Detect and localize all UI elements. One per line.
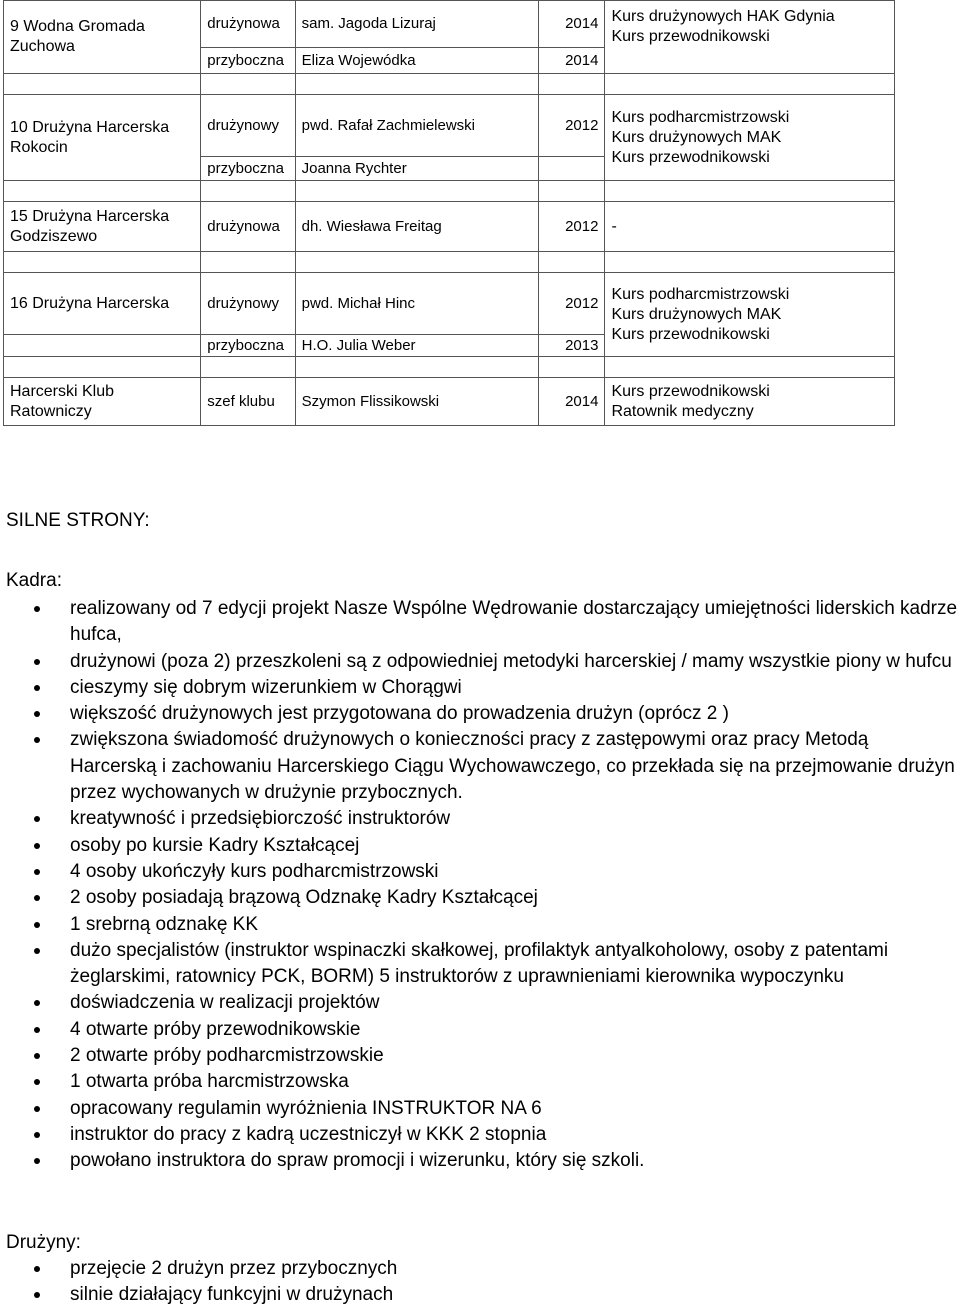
year: 2014 bbox=[565, 51, 599, 69]
list-item: 2 osoby posiadają brązową Odznakę Kadry Kształcącej bbox=[34, 885, 960, 911]
role-cell bbox=[201, 157, 295, 181]
role-cell bbox=[201, 1, 295, 48]
list-item: 4 osoby ukończyły kurs podharcmistrzowski bbox=[34, 859, 960, 885]
unit-name-cell bbox=[4, 378, 201, 426]
year: 2012 bbox=[565, 294, 599, 312]
role: przyboczna bbox=[207, 159, 284, 177]
unit-name-cell bbox=[4, 335, 201, 357]
list-item: 1 otwarta próba harcmistrzowska bbox=[34, 1069, 960, 1095]
year-cell bbox=[539, 273, 605, 335]
list-item: powołano instruktora do spraw promocji i wizerunku, który się szkoli. bbox=[34, 1148, 960, 1174]
table-row bbox=[4, 273, 895, 335]
druzyny-list bbox=[34, 1256, 960, 1309]
role: drużynowy bbox=[207, 116, 279, 134]
course: Kurs drużynowych HAK Gdynia bbox=[611, 8, 835, 25]
unit-name-cell bbox=[4, 1, 201, 74]
year-cell bbox=[539, 48, 605, 74]
year-cell bbox=[539, 335, 605, 357]
list-item: dużo specjalistów (instruktor wspinaczki skałkowej, profilaktyk antyalkoholowy, osoby z patentami żeglarskimi, ratownicy PCK, BORM) 5 instruktorów z uprawnieniami kierownika wypoczynku bbox=[34, 938, 960, 991]
role-cell bbox=[201, 95, 295, 157]
course: Kurs drużynowych MAK bbox=[611, 305, 782, 323]
course: Ratownik medyczny bbox=[611, 402, 754, 420]
role: przyboczna bbox=[207, 336, 284, 354]
kadra-label: Kadra: bbox=[6, 570, 62, 591]
leader-name: dh. Wiesława Freitag bbox=[301, 217, 442, 235]
course: Kurs przewodnikowski bbox=[611, 148, 770, 166]
list-item: osoby po kursie Kadry Kształcącej bbox=[34, 833, 960, 859]
role: drużynowa bbox=[207, 217, 280, 235]
list-item: cieszymy się dobrym wizerunkiem w Chorągwi bbox=[34, 675, 960, 701]
list-item: przejęcie 2 drużyn przez przybocznych bbox=[34, 1256, 960, 1282]
leader-cell bbox=[295, 95, 538, 157]
course: - bbox=[611, 217, 617, 235]
year-cell bbox=[539, 1, 605, 48]
leader-cell bbox=[295, 378, 538, 426]
course: Kurs przewodnikowski bbox=[611, 28, 770, 45]
unit-name-cell bbox=[4, 95, 201, 181]
leader-cell bbox=[295, 335, 538, 357]
leader-cell bbox=[295, 157, 538, 181]
table-row bbox=[4, 1, 895, 48]
courses-cell bbox=[605, 95, 895, 181]
unit-name-cell bbox=[4, 202, 201, 252]
unit-name: 9 Wodna Gromada Zuchowa bbox=[10, 18, 145, 55]
strengths-heading: SILNE STRONY: bbox=[6, 510, 150, 531]
unit-name: 15 Drużyna Harcerska Godziszewo bbox=[10, 207, 170, 245]
role: drużynowa bbox=[207, 15, 280, 32]
role-cell bbox=[201, 335, 295, 357]
course: Kurs przewodnikowski bbox=[611, 325, 770, 343]
list-item: doświadczenia w realizacji projektów bbox=[34, 990, 960, 1016]
year: 2012 bbox=[565, 116, 599, 134]
role: drużynowy bbox=[207, 294, 279, 312]
courses-cell bbox=[605, 202, 895, 252]
leader-name: H.O. Julia Weber bbox=[301, 336, 416, 354]
list-item: 4 otwarte próby przewodnikowskie bbox=[34, 1017, 960, 1043]
course: Kurs podharcmistrzowski bbox=[611, 285, 790, 303]
spacer-row bbox=[4, 357, 895, 378]
unit-name-cell bbox=[4, 273, 201, 335]
druzyny-label: Drużyny: bbox=[6, 1232, 81, 1253]
role: szef klubu bbox=[207, 392, 275, 410]
list-item: większość drużynowych jest przygotowana do prowadzenia drużyn (oprócz 2 ) bbox=[34, 701, 960, 727]
kadra-list bbox=[34, 596, 960, 1175]
list-item: realizowany od 7 edycji projekt Nasze Wspólne Wędrowanie dostarczający umiejętności liderskich kadrze hufca, bbox=[34, 596, 960, 649]
list-item: drużynowi (poza 2) przeszkoleni są z odpowiedniej metodyki harcerskiej / mamy wszystkie piony w hufcu bbox=[34, 649, 960, 675]
year-cell bbox=[539, 202, 605, 252]
role: przyboczna bbox=[207, 51, 284, 69]
spacer-row bbox=[4, 252, 895, 273]
leader-name: pwd. Michał Hinc bbox=[301, 294, 415, 312]
leader-name: Szymon Flissikowski bbox=[301, 392, 440, 410]
year: 2012 bbox=[565, 217, 599, 235]
year: 2014 bbox=[565, 392, 599, 410]
year-cell bbox=[539, 378, 605, 426]
leader-name: Eliza Wojewódka bbox=[301, 51, 416, 69]
list-item: silnie działający funkcyjni w drużynach bbox=[34, 1282, 960, 1308]
courses-cell bbox=[605, 273, 895, 357]
leader-cell bbox=[295, 202, 538, 252]
course: Kurs podharcmistrzowski bbox=[611, 108, 790, 126]
leader-name: pwd. Rafał Zachmielewski bbox=[301, 116, 476, 134]
unit-name: 10 Drużyna Harcerska Rokocin bbox=[10, 118, 170, 156]
courses-cell bbox=[605, 1, 895, 74]
unit-name: 16 Drużyna Harcerska bbox=[10, 294, 170, 312]
year: 2013 bbox=[565, 336, 599, 354]
table-row bbox=[4, 202, 895, 252]
role-cell bbox=[201, 48, 295, 74]
table-row bbox=[4, 378, 895, 426]
table-row bbox=[4, 95, 895, 157]
units-table bbox=[3, 0, 895, 426]
list-item: kreatywność i przedsiębiorczość instruktorów bbox=[34, 806, 960, 832]
list-item: 1 srebrną odznakę KK bbox=[34, 912, 960, 938]
role-cell bbox=[201, 378, 295, 426]
list-item: zwiększona świadomość drużynowych o konieczności pracy z zastępowymi oraz pracy Metodą Harcerską i zachowaniu Harcerskiego Ciągu Wychowawczego, co przekłada się na przejmowanie drużyn przez wychowanych w drużynie przybocznych. bbox=[34, 727, 960, 806]
role-cell bbox=[201, 273, 295, 335]
leader-cell bbox=[295, 48, 538, 74]
year: 2014 bbox=[565, 15, 599, 32]
course: Kurs drużynowych MAK bbox=[611, 128, 782, 146]
spacer-row bbox=[4, 181, 895, 202]
year-cell bbox=[539, 95, 605, 157]
list-item: instruktor do pracy z kadrą uczestniczył w KKK 2 stopnia bbox=[34, 1122, 960, 1148]
role-cell bbox=[201, 202, 295, 252]
year-cell bbox=[539, 157, 605, 181]
unit-name: Harcerski Klub Ratowniczy bbox=[10, 382, 115, 420]
list-item: 2 otwarte próby podharcmistrzowskie bbox=[34, 1043, 960, 1069]
leader-cell bbox=[295, 273, 538, 335]
spacer-row bbox=[4, 74, 895, 95]
leader-name: sam. Jagoda Lizuraj bbox=[301, 15, 436, 32]
course: Kurs przewodnikowski bbox=[611, 382, 770, 400]
courses-cell bbox=[605, 378, 895, 426]
list-item: opracowany regulamin wyróżnienia INSTRUKTOR NA 6 bbox=[34, 1096, 960, 1122]
leader-name: Joanna Rychter bbox=[301, 159, 407, 177]
leader-cell bbox=[295, 1, 538, 48]
